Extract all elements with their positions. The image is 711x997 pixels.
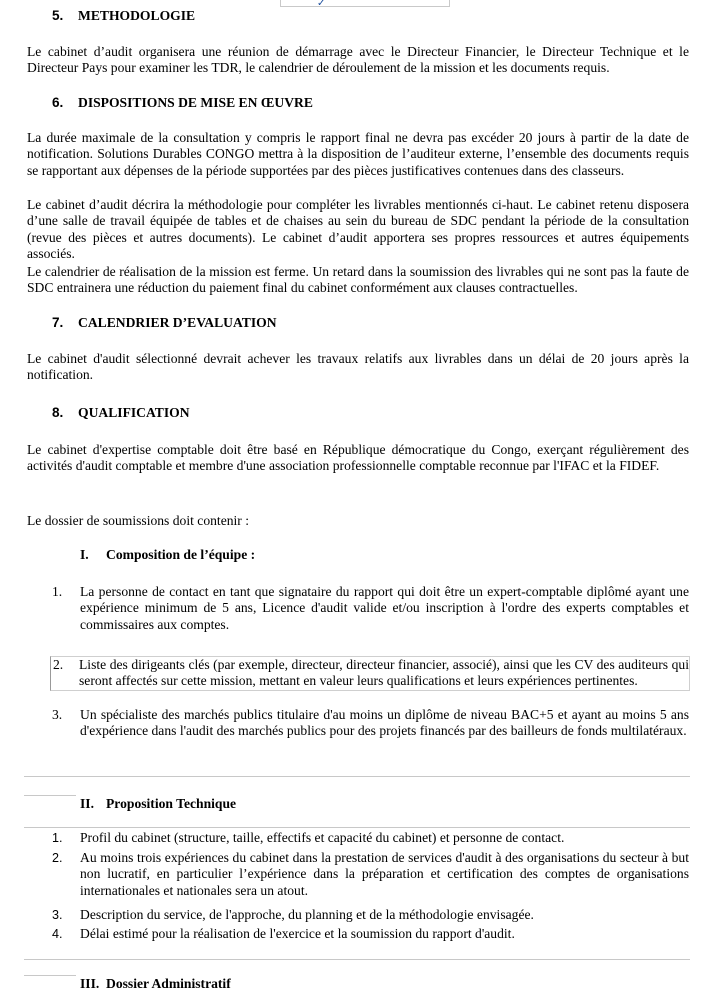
list-item-number: 2.: [53, 657, 64, 672]
list-item: [52, 830, 689, 846]
paragraph-calendrier: Le calendrier de réalisation de la mission est ferme. Un retard dans la soumission des livrables qui ne sont pas la faute de SDC entrainera une réduction du paiement final du cabinet conformément aux clauses contractuelles.: [27, 264, 689, 296]
paragraph-qualification: Le cabinet d'expertise comptable doit être basé en République démocratique du Congo, exerçant régulièrement des activités d'audit comptable et membre d'une association professionnelle comptable reconnue par l'IFAC et la FIDEF.: [27, 442, 689, 474]
section-number: 8.: [52, 405, 64, 420]
section-title: DISPOSITIONS DE MISE EN ŒUVRE: [78, 95, 313, 110]
list-item: [52, 584, 689, 633]
subsection-title: Proposition Technique: [106, 796, 237, 811]
divider-stub: [24, 795, 76, 796]
list-item-number: 2.: [52, 851, 63, 865]
section-number: 5.: [52, 8, 64, 23]
list-item-text: Liste des dirigeants clés (par exemple, directeur, directeur financier, associé), ainsi que les CV des auditeurs qui seront affectés sur cette mission, mettant en valeur leurs qualifications et leurs expériences pertinentes.: [79, 657, 689, 689]
list-item-number: 1.: [52, 584, 63, 599]
subsection-heading-dossier-administratif: [80, 976, 231, 992]
subsection-number: III.: [80, 976, 100, 991]
section-heading-6: [52, 95, 313, 111]
list-item-text: Délai estimé pour la réalisation de l'exercice et la soumission du rapport d'audit.: [80, 926, 515, 941]
list-item: [52, 707, 689, 740]
section-number: 7.: [52, 315, 64, 330]
list-item: [52, 850, 689, 899]
paragraph-methodologie: Le cabinet d’audit organisera une réunion de démarrage avec le Directeur Financier, le Directeur Technique et le Directeur Pays pour examiner les TDR, le calendrier de déroulement de la mission et les documents requis.: [27, 44, 689, 76]
subsection-heading-proposition: [80, 796, 236, 812]
section-title: METHODOLOGIE: [78, 8, 196, 23]
list-item-number: 1.: [52, 831, 63, 845]
section-heading-8: [52, 405, 190, 421]
list-item-text: La personne de contact en tant que signataire du rapport qui doit être un expert-comptable diplômé ayant une expérience minimum de 5 ans, Licence d'audit valide et/ou inscription à l'ordre des experts comptables et commissaires aux comptes.: [80, 584, 689, 632]
subsection-number: I.: [80, 547, 89, 562]
list-item-number: 3.: [52, 707, 63, 722]
paragraph-delai: Le cabinet d'audit sélectionné devrait achever les travaux relatifs aux livrables dans un délai de 20 jours après la notification.: [27, 351, 689, 383]
subsection-title: Composition de l’équipe :: [106, 547, 256, 562]
divider: [24, 776, 690, 777]
paragraph-methodologie-cabinet: Le cabinet d’audit décrira la méthodologie pour compléter les livrables mentionnés ci-haut. Le cabinet retenu disposera d’une salle de travail équipée de tables et de chaises au sein du bureau de SDC pendant la période de la consultation (revue des pièces et autres documents). Le cabinet d’audit apportera ses propres ressources et autres équipements associés.: [27, 197, 689, 262]
divider: [24, 827, 690, 828]
divider: [24, 959, 690, 960]
list-item-text: Description du service, de l'approche, du planning et de la méthodologie envisagée.: [80, 907, 534, 922]
list-item-number: 4.: [52, 927, 63, 941]
list-item: [50, 656, 690, 691]
subsection-number: II.: [80, 796, 94, 811]
list-item: [52, 926, 689, 942]
subsection-heading-composition: [80, 547, 255, 563]
list-item-number: 3.: [52, 908, 63, 922]
section-title: CALENDRIER D’EVALUATION: [78, 315, 277, 330]
header-logo-fragment: [280, 0, 450, 7]
list-item: [52, 907, 689, 923]
list-item-text: Au moins trois expériences du cabinet dans la prestation de services d'audit à des organisations du secteur à but non lucratif, en particulier l’expérience dans la préparation et certification des comptes de organisations internationales et nationales sera un atout.: [80, 850, 689, 898]
logo-swoosh-icon: ✓: [317, 0, 326, 9]
section-number: 6.: [52, 95, 64, 110]
list-item-text: Un spécialiste des marchés publics titulaire d'au moins un diplôme de niveau BAC+5 et ayant au moins 5 ans d'expérience dans l'audit des marchés publics pour des projets financés par des bailleurs de fonds multilatéraux.: [80, 707, 689, 739]
section-heading-5: [52, 8, 195, 24]
section-heading-7: [52, 315, 277, 331]
list-item-text: Profil du cabinet (structure, taille, effectifs et capacité du cabinet) et personne de contact.: [80, 830, 565, 845]
paragraph-duree: La durée maximale de la consultation y compris le rapport final ne devra pas excéder 20 jours à partir de la date de notification. Solutions Durables CONGO mettra à la disposition de l’auditeur externe, l’ensemble des documents requis se rapportant aux dépenses de la période supportées par des pièces justificatives contenues dans des classeurs.: [27, 130, 689, 178]
divider-stub: [24, 975, 76, 976]
section-title: QUALIFICATION: [78, 405, 190, 420]
subsection-title: Dossier Administratif: [106, 976, 231, 991]
paragraph-dossier: Le dossier de soumissions doit contenir :: [27, 513, 250, 528]
